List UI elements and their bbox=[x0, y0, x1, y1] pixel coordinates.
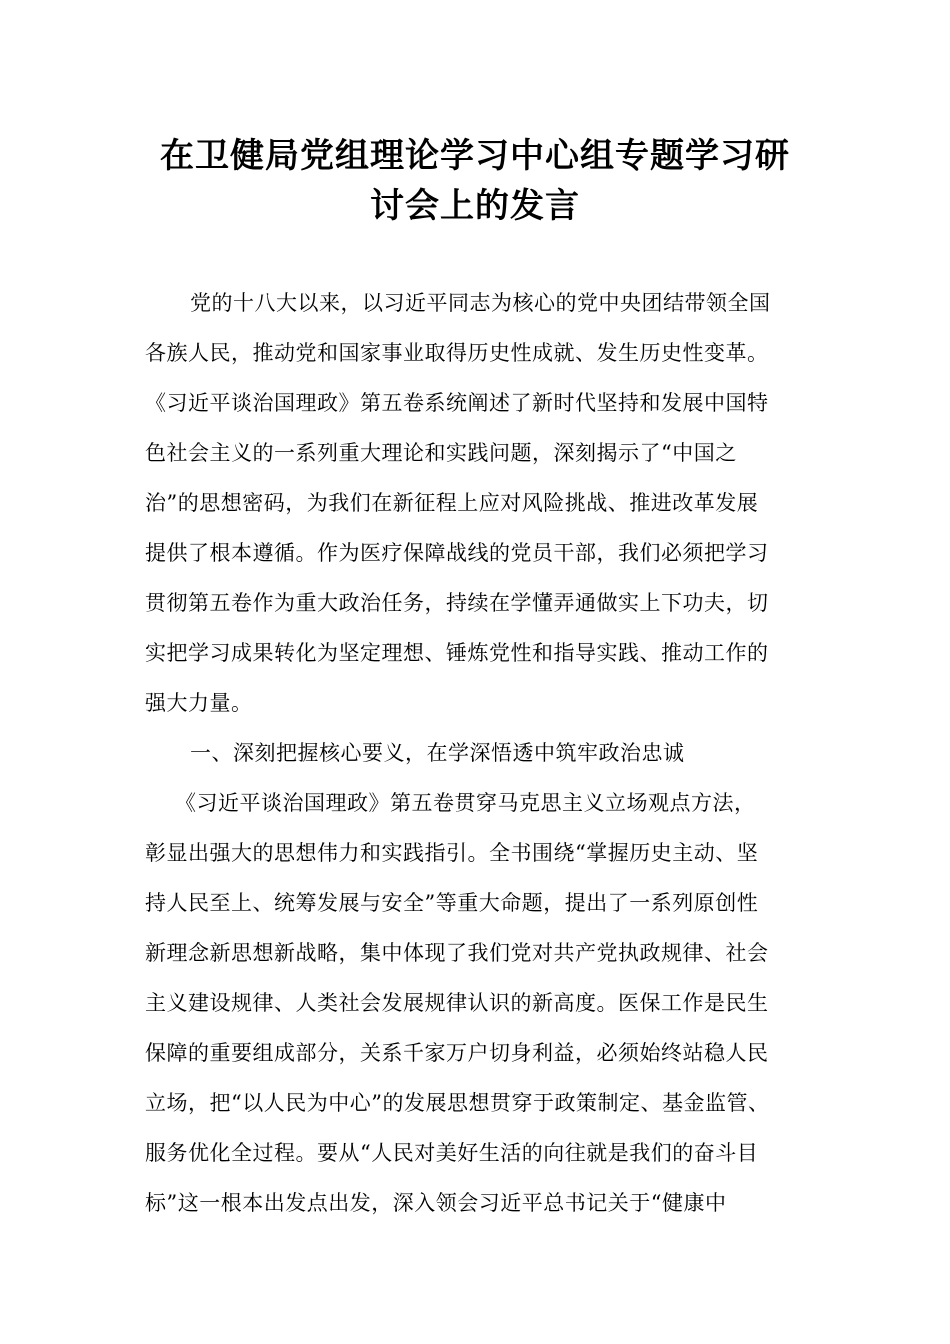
paragraph-1-line-3: 《习近平谈治国理政》第五卷系统阐述了新时代坚持和发展中国特 bbox=[145, 391, 769, 415]
paragraph-2-line-5: 主义建设规律、人类社会发展规律认识的新高度。医保工作是民生 bbox=[145, 991, 769, 1015]
paragraph-2-line-1: 《习近平谈治国理政》第五卷贯穿马克思主义立场观点方法， bbox=[175, 791, 756, 815]
paragraph-1-line-8: 实把学习成果转化为坚定理想、锤炼党性和指导实践、推动工作的 bbox=[145, 641, 769, 665]
paragraph-2-line-3: 持人民至上、统筹发展与安全”等重大命题，提出了一系列原创性 bbox=[145, 891, 759, 915]
paragraph-2-line-6: 保障的重要组成部分，关系千家万户切身利益，必须始终站稳人民 bbox=[145, 1041, 769, 1065]
document-title-line-1: 在卫健局党组理论学习中心组专题学习研 bbox=[160, 136, 790, 176]
paragraph-1-line-9: 强大力量。 bbox=[145, 691, 253, 715]
paragraph-2-line-9: 标”这一根本出发点出发，深入领会习近平总书记关于“健康中 bbox=[145, 1191, 727, 1215]
section-heading-1: 一、深刻把握核心要义，在学深悟透中筑牢政治忠诚 bbox=[190, 741, 685, 765]
paragraph-2-line-7: 立场，把“以人民为中心”的发展思想贯穿于政策制定、基金监管、 bbox=[145, 1091, 770, 1115]
paragraph-1-line-2: 各族人民，推动党和国家事业取得历史性成就、发生历史性变革。 bbox=[145, 341, 769, 365]
paragraph-2-line-8: 服务优化全过程。要从“人民对美好生活的向往就是我们的奋斗目 bbox=[145, 1141, 759, 1165]
paragraph-1-line-6: 提供了根本遵循。作为医疗保障战线的党员干部，我们必须把学习 bbox=[145, 541, 769, 565]
paragraph-1-line-7: 贯彻第五卷作为重大政治任务，持续在学懂弄通做实上下功夫，切 bbox=[145, 591, 769, 615]
paragraph-1-line-5: 治”的思想密码，为我们在新征程上应对风险挑战、推进改革发展 bbox=[145, 491, 759, 515]
paragraph-2-line-2: 彰显出强大的思想伟力和实践指引。全书围绕“掌握历史主动、坚 bbox=[145, 841, 759, 865]
paragraph-1-line-4: 色社会主义的一系列重大理论和实践问题，深刻揭示了“中国之 bbox=[145, 441, 737, 465]
paragraph-2-line-4: 新理念新思想新战略，集中体现了我们党对共产党执政规律、社会 bbox=[145, 941, 769, 965]
paragraph-1-line-1: 党的十八大以来，以习近平同志为核心的党中央团结带领全国 bbox=[190, 291, 771, 315]
document-title-line-2: 讨会上的发言 bbox=[370, 186, 580, 226]
